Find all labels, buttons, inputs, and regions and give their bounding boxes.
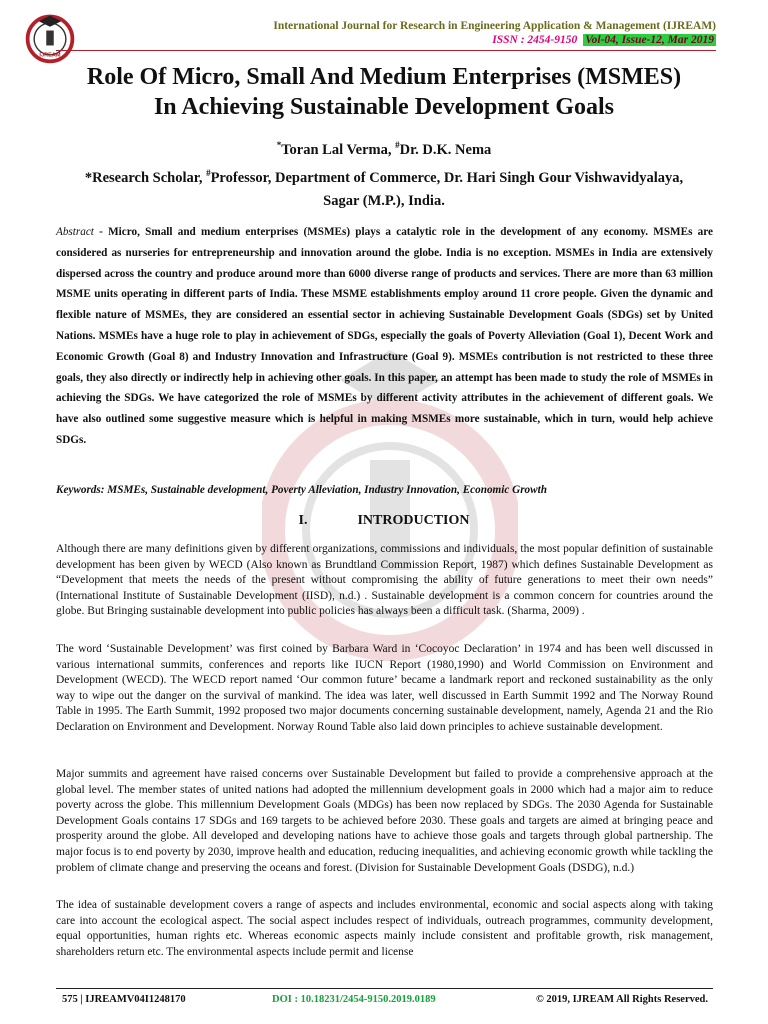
footer-doi[interactable]: DOI : 10.18231/2454-9150.2019.0189 bbox=[272, 994, 436, 1005]
abstract bbox=[56, 222, 713, 451]
ijream-logo-icon bbox=[22, 10, 78, 66]
footer-page-id: 575 | IJREAMV04I1248170 bbox=[62, 994, 186, 1005]
volume-issue: Vol-04, Issue-12, Mar 2019 bbox=[585, 34, 714, 46]
section-number: I. bbox=[298, 513, 308, 528]
author-2: Dr. D.K. Nema bbox=[399, 141, 492, 158]
paragraph: Major summits and agreement have raised concerns over Sustainable Development but failed to provide a comprehensive approach at the global level. The member states of united nations had adopted the millennium development goals in 2000 which had a major aim to reduce poverty across the globe. This millennium Development Goals (MDGs) has been now replaced by SDGs. The 2030 Agenda for Sustainable Development Goals contains 17 SDGs and 169 targets to be achieved before 2030. These goals and targets are aimed at bringing peace and prosperity around the globe. All developed and developing nations have to achieve those goals and targets through global partnership. The major focus is to end poverty by 2030, improve health and education, reducing inequalities, and achieving economic growth while tackling the problem of climate change and preserving the oceans and forest. (Division for Sustainable Development Goals (DSDG), n.d.) bbox=[56, 768, 713, 874]
footer-copyright: © 2019, IJREAM All Rights Reserved. bbox=[535, 994, 708, 1005]
journal-name: International Journal for Research in Engineering Application & Management (IJREAM) bbox=[273, 20, 716, 32]
paragraph: The idea of sustainable development covers a range of aspects and includes environmental, economic and social aspects along with taking care into account the ecological aspect. The social aspect includes respect of individuals, outreach programmes, community development, equal opportunities, human rights etc. Whereas economic aspects mainly include consistent and profitable growth, risk management, shareholders return etc. The environmental aspects include permit and license bbox=[56, 899, 713, 958]
header-divider bbox=[56, 50, 716, 51]
affiliation-line-1: *Research Scholar, #Professor, Department of Commerce, Dr. Hari Singh Gour Vishwavidyalaya, bbox=[84, 168, 684, 186]
section-title: INTRODUCTION bbox=[357, 513, 470, 528]
affiliation-line-2: Sagar (M.P.), India. bbox=[323, 193, 445, 209]
title-line-1: Role Of Micro, Small And Medium Enterprises (MSMES) bbox=[86, 64, 682, 90]
logo-label: IJREAM bbox=[39, 52, 61, 59]
paragraph: The word ‘Sustainable Development’ was first coined by Barbara Ward in ‘Cocoyoc Declaration’ in 1974 and has been well discussed in various international summits, conferences and reports like IUCN Report (1980,1990) and World Commission on Environment and Development (WECD). The WECD report named ‘Our common future’ became a landmark report and reckoned sustainability as the only way to wipe out the danger on the survival of mankind. The idea was later, well discussed in Earth Summit 1992 and The Norway Round Table in 1995. The Earth Summit, 1992 proposed two major documents concerning sustainable development, namely, Agenda 21 and the Rio Declaration on Environment and Development. Norway Round Table also laid down principles to achieve sustainable development. bbox=[56, 643, 713, 733]
section-heading bbox=[0, 513, 768, 529]
issn: ISSN : 2454-9150 bbox=[492, 34, 578, 46]
abstract-text: - Micro, Small and medium enterprises (MSMEs) plays a catalytic role in the development of any economy. MSMEs are considered as nurseries for entrepreneurship and innovation around the globe. India is no exception. MSMEs in India are extensively dispersed across the country and produce around more than 6000 diverse range of products and services. There are more than 63 million MSME units operating in different parts of India. These MSME establishments employ around 11 crore people. Given the dynamic and flexible nature of MSMEs, they are considered an essential sector in achieving Sustainable Development Goals (SDGs) set by United Nations. MSMEs have a huge role to play in achievement of SDGs, especially the goals of Poverty Alleviation (Goal 1), Decent Work and Economic Growth (Goal 8) and Industry Innovation and Infrastructure (Goal 9). MSMEs contribution is not restricted to these three goals, they also directly or indirectly help in achieving other goals. In this paper, an attempt has been made to study the role of MSMEs in achieving the SDGs. We have categorized the role of MSMEs by different activity attributes in the achievement of different goals. We have also outlined some suggestive measure which is helpful in making MSMEs more sustainable, which in turn, would help achieve SDGs. bbox=[56, 226, 713, 446]
paper-title bbox=[40, 62, 728, 122]
paragraph: Although there are many definitions given by different organizations, commissions and individuals, the most popular definition of sustainable development has been given by WECD (Also known as Brundtland Commission Report, 1987) which defines Sustainable Development as “Development that meets the needs of the present without compromising the ability of future generations to meet their own needs” (International Institute of Sustainable Development (IISD), n.d.) . Sustainable development is a common concern for countries around the globe. But Bringing sustainable development into public policies has always been a difficult task. (Sharma, 2009) . bbox=[56, 543, 713, 618]
title-line-2: In Achieving Sustainable Development Goals bbox=[153, 94, 615, 120]
abstract-label: Abstract bbox=[56, 226, 94, 238]
issn-volume bbox=[492, 34, 716, 46]
keywords: Keywords: MSMEs, Sustainable development, Poverty Alleviation, Industry Innovation, Economic Growth bbox=[56, 484, 547, 496]
authors: *Toran Lal Verma, #Dr. D.K. Nema bbox=[276, 140, 492, 158]
author-1: Toran Lal Verma, bbox=[281, 141, 396, 158]
footer-divider bbox=[56, 988, 713, 989]
